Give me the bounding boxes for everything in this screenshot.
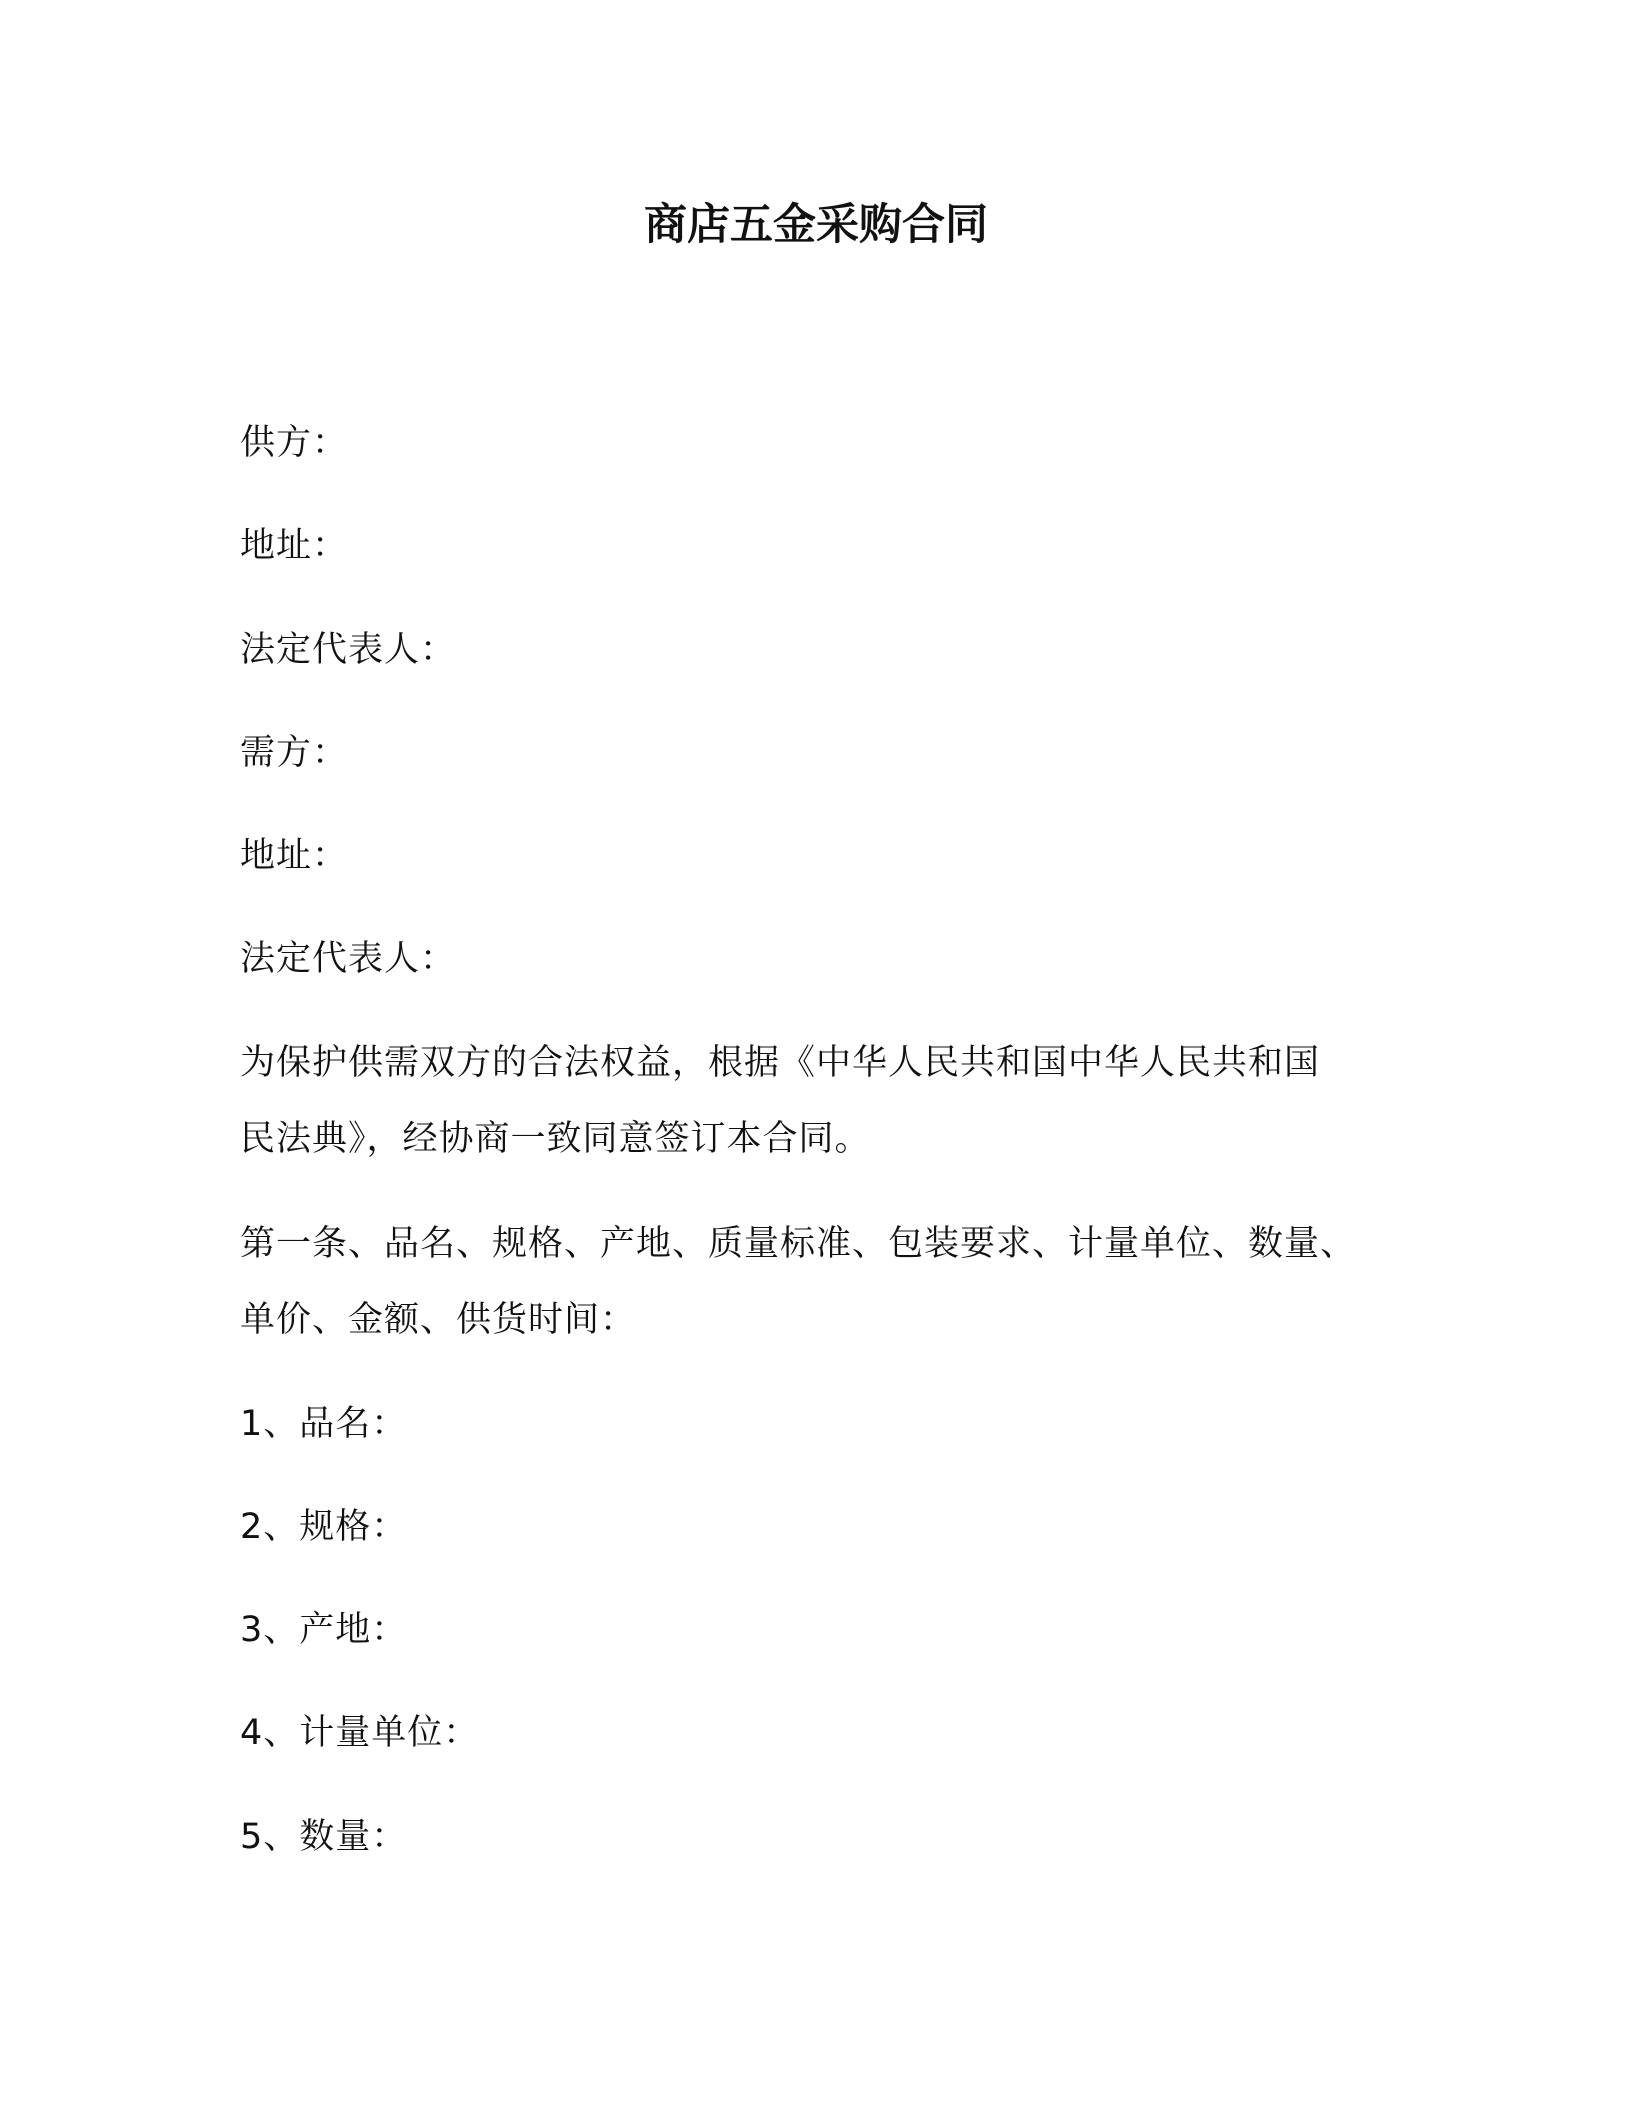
list-item-specification: 2、规格： [240,1507,408,1547]
preamble-line-2: 民法典》，经协商一致同意签订本合同。 [240,1119,871,1159]
supplier-legal-rep-label: 法定代表人： [240,630,457,670]
list-item-product-name: 1、品名： [240,1404,408,1444]
article-1-line-2: 单价、金额、供货时间： [240,1300,637,1340]
list-item-unit: 4、计量单位： [240,1713,480,1753]
supplier-label: 供方： [240,423,349,463]
buyer-legal-rep-label: 法定代表人： [240,939,457,979]
preamble-line-1: 为保护供需双方的合法权益，根据《中华人民共和国中华人民共和国 [240,1043,1321,1083]
list-item-origin: 3、产地： [240,1610,408,1650]
buyer-label: 需方： [240,733,349,773]
document-title: 商店五金采购合同 [644,200,988,250]
supplier-address-label: 地址： [240,526,349,566]
buyer-address-label: 地址： [240,836,349,876]
article-1-line-1: 第一条、品名、规格、产地、质量标准、包装要求、计量单位、数量、 [240,1224,1357,1264]
list-item-quantity: 5、数量： [240,1817,408,1857]
